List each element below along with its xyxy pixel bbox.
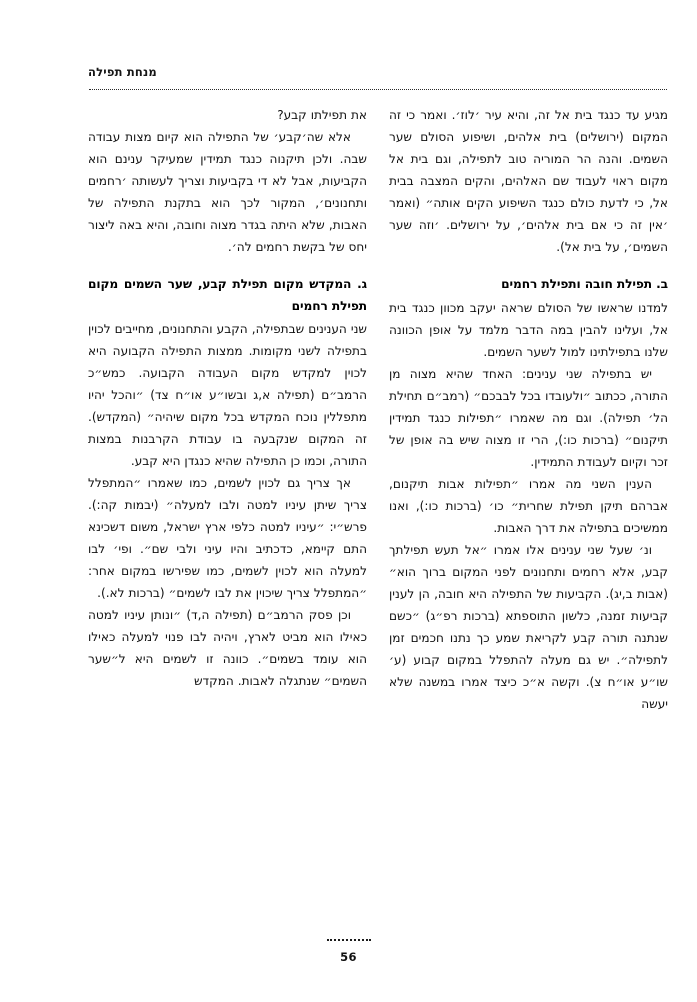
left-col-paragraph-2: אלא שה׳קבע׳ של התפילה הוא קיום מצות עבודה שבה. ולכן תיקנוה כנגד תמידין שמעיקר ענינם הוא הקביעות, אבל לא די בקביעות וצריך לעשותה ׳רחמים ותחנונים׳, המקור לכך הוא בתקנת התפילה של האבות, שלא היתה בגדר מצוה וחובה, והיא באה ליצור יחס של בקשת רחמים לה׳. bbox=[88, 130, 367, 254]
page-number: 56 bbox=[340, 950, 357, 964]
page-footer bbox=[0, 939, 697, 964]
right-col-paragraph-2: למדנו שראשו של הסולם שראה יעקב מכוון כנגד בית אל, ועלינו להבין במה הדבר מלמד על אופן הכוונה שלנו בתפילתינו למול לשער השמים. bbox=[389, 300, 668, 359]
heading-spacer bbox=[389, 258, 668, 267]
column-left bbox=[88, 104, 367, 914]
left-col-paragraph-3: שני הענינים שבתפילה, הקבע והתחנונים, מחייבים לכוין בתפילה לשני מקומות. ממצות התפילה הקבועה היא לכוין למקדש מקום העבודה הקבועה. כמש״כ הרמב״ם (תפילה א,ג ובשו״ע או״ח צד) ״והכל יהיו מתפללין נוכח המקדש בכל מקום שיהיה״ (המקדש). זה המקום שנקבעה בו עבודת הקרבנות במצות התורה, וכמו כן התפילה שהיא כנגדן היא קבע. bbox=[88, 322, 367, 468]
right-col-paragraph-4: הענין השני מה אמרו ״תפילות אבות תיקנום, אברהם תיקן תפילת שחרית״ כו׳ (ברכות כו:), ואנו ממשיכים בתפילה את דרך האבות. bbox=[389, 476, 668, 535]
column-right bbox=[389, 104, 668, 914]
running-head bbox=[88, 61, 667, 87]
left-col-paragraph-1: את תפילתו קבע? bbox=[277, 108, 367, 122]
header-dotted-rule bbox=[89, 89, 667, 91]
running-head-title: מנחת תפילה bbox=[88, 65, 157, 79]
right-col-paragraph-5: ונ׳ שעל שני ענינים אלו אמרו ״אל תעש תפילתך קבע, אלא רחמים ותחנונים לפני המקום ברוך הוא״ (אבות ב,יג). הקביעות של התפילה היא חובה, הן לענין קביעות זמנה, כלשון התוספתא (ברכות רפ״ג) ״כשם שנתנה תורה קבע לקריאת שמע כך נתנו חכמים זמן לתפילה״. יש גם מעלה להתפלל במקום קבוע (ע׳ שו״ע או״ח צ). וקשה א״כ כיצד אמרו במשנה שלא יעשה bbox=[389, 542, 668, 711]
right-col-paragraph-1: מגיע עד כנגד בית אל זה, והיא עיר ׳לוז׳. ואמר כי זה המקום (ירושלים) בית אלהים, ושיפוע הסולם שער השמים. והנה הר המוריה טוב לתפילה, וגם בית אל מקום ראוי לעבוד שם האלהים, והקים המצבה בבית אל, כי לדעת כולם כנגד השיפוע הקים אותה״ (ואמר ׳אין זה כי אם בית אלהים׳, על ירושלים. ׳וזה שער השמים׳, על בית אל). bbox=[389, 108, 668, 254]
left-col-section-heading: ג. המקדש מקום תפילת קבע, שער השמים מקום תפילת רחמים bbox=[88, 277, 367, 313]
left-col-paragraph-4: אך צריך גם לכוין לשמים, כמו שאמרו ״המתפלל צריך שיתן עיניו למטה ולבו למעלה״ (יבמות קה:). פרש״י: ״עיניו למטה כלפי ארץ ישראל, משום דשכינא התם קיימא, כדכתיב והיו עיני ולבי שם״. ופי׳ לבו למעלה הוא לכוין לשמים, כמו שפירשו במקום אחר: ״המתפלל צריך שיכוין את לבו לשמים״ (ברכות לא.). bbox=[88, 476, 367, 600]
heading-spacer bbox=[88, 258, 367, 267]
footer-dotted-ornament bbox=[327, 939, 371, 941]
left-col-paragraph-5: וכן פסק הרמב״ם (תפילה ה,ד) ״ונותן עיניו למטה כאילו הוא מביט לארץ, ויהיה לבו פנוי למעלה כאילו הוא עומד בשמים״. כוונה זו לשמים היא ל״שער השמים״ שנתגלה לאבות. המקדש bbox=[88, 608, 367, 688]
right-col-paragraph-3: יש בתפילה שני ענינים: האחד שהיא מצוה מן התורה, ככתוב ״ולעובדו בכל לבבכם״ (רמב״ם תחילת הל׳ תפילה). וגם מה שאמרו ״תפילות כנגד תמידין תיקנום״ (ברכות כו:), הרי זו מצוה שיש בה אופן של זכר וקיום לעבודת התמידין. bbox=[389, 366, 668, 469]
right-col-section-heading: ב. תפילת חובה ותפילת רחמים bbox=[501, 277, 668, 291]
body-columns bbox=[88, 104, 668, 914]
